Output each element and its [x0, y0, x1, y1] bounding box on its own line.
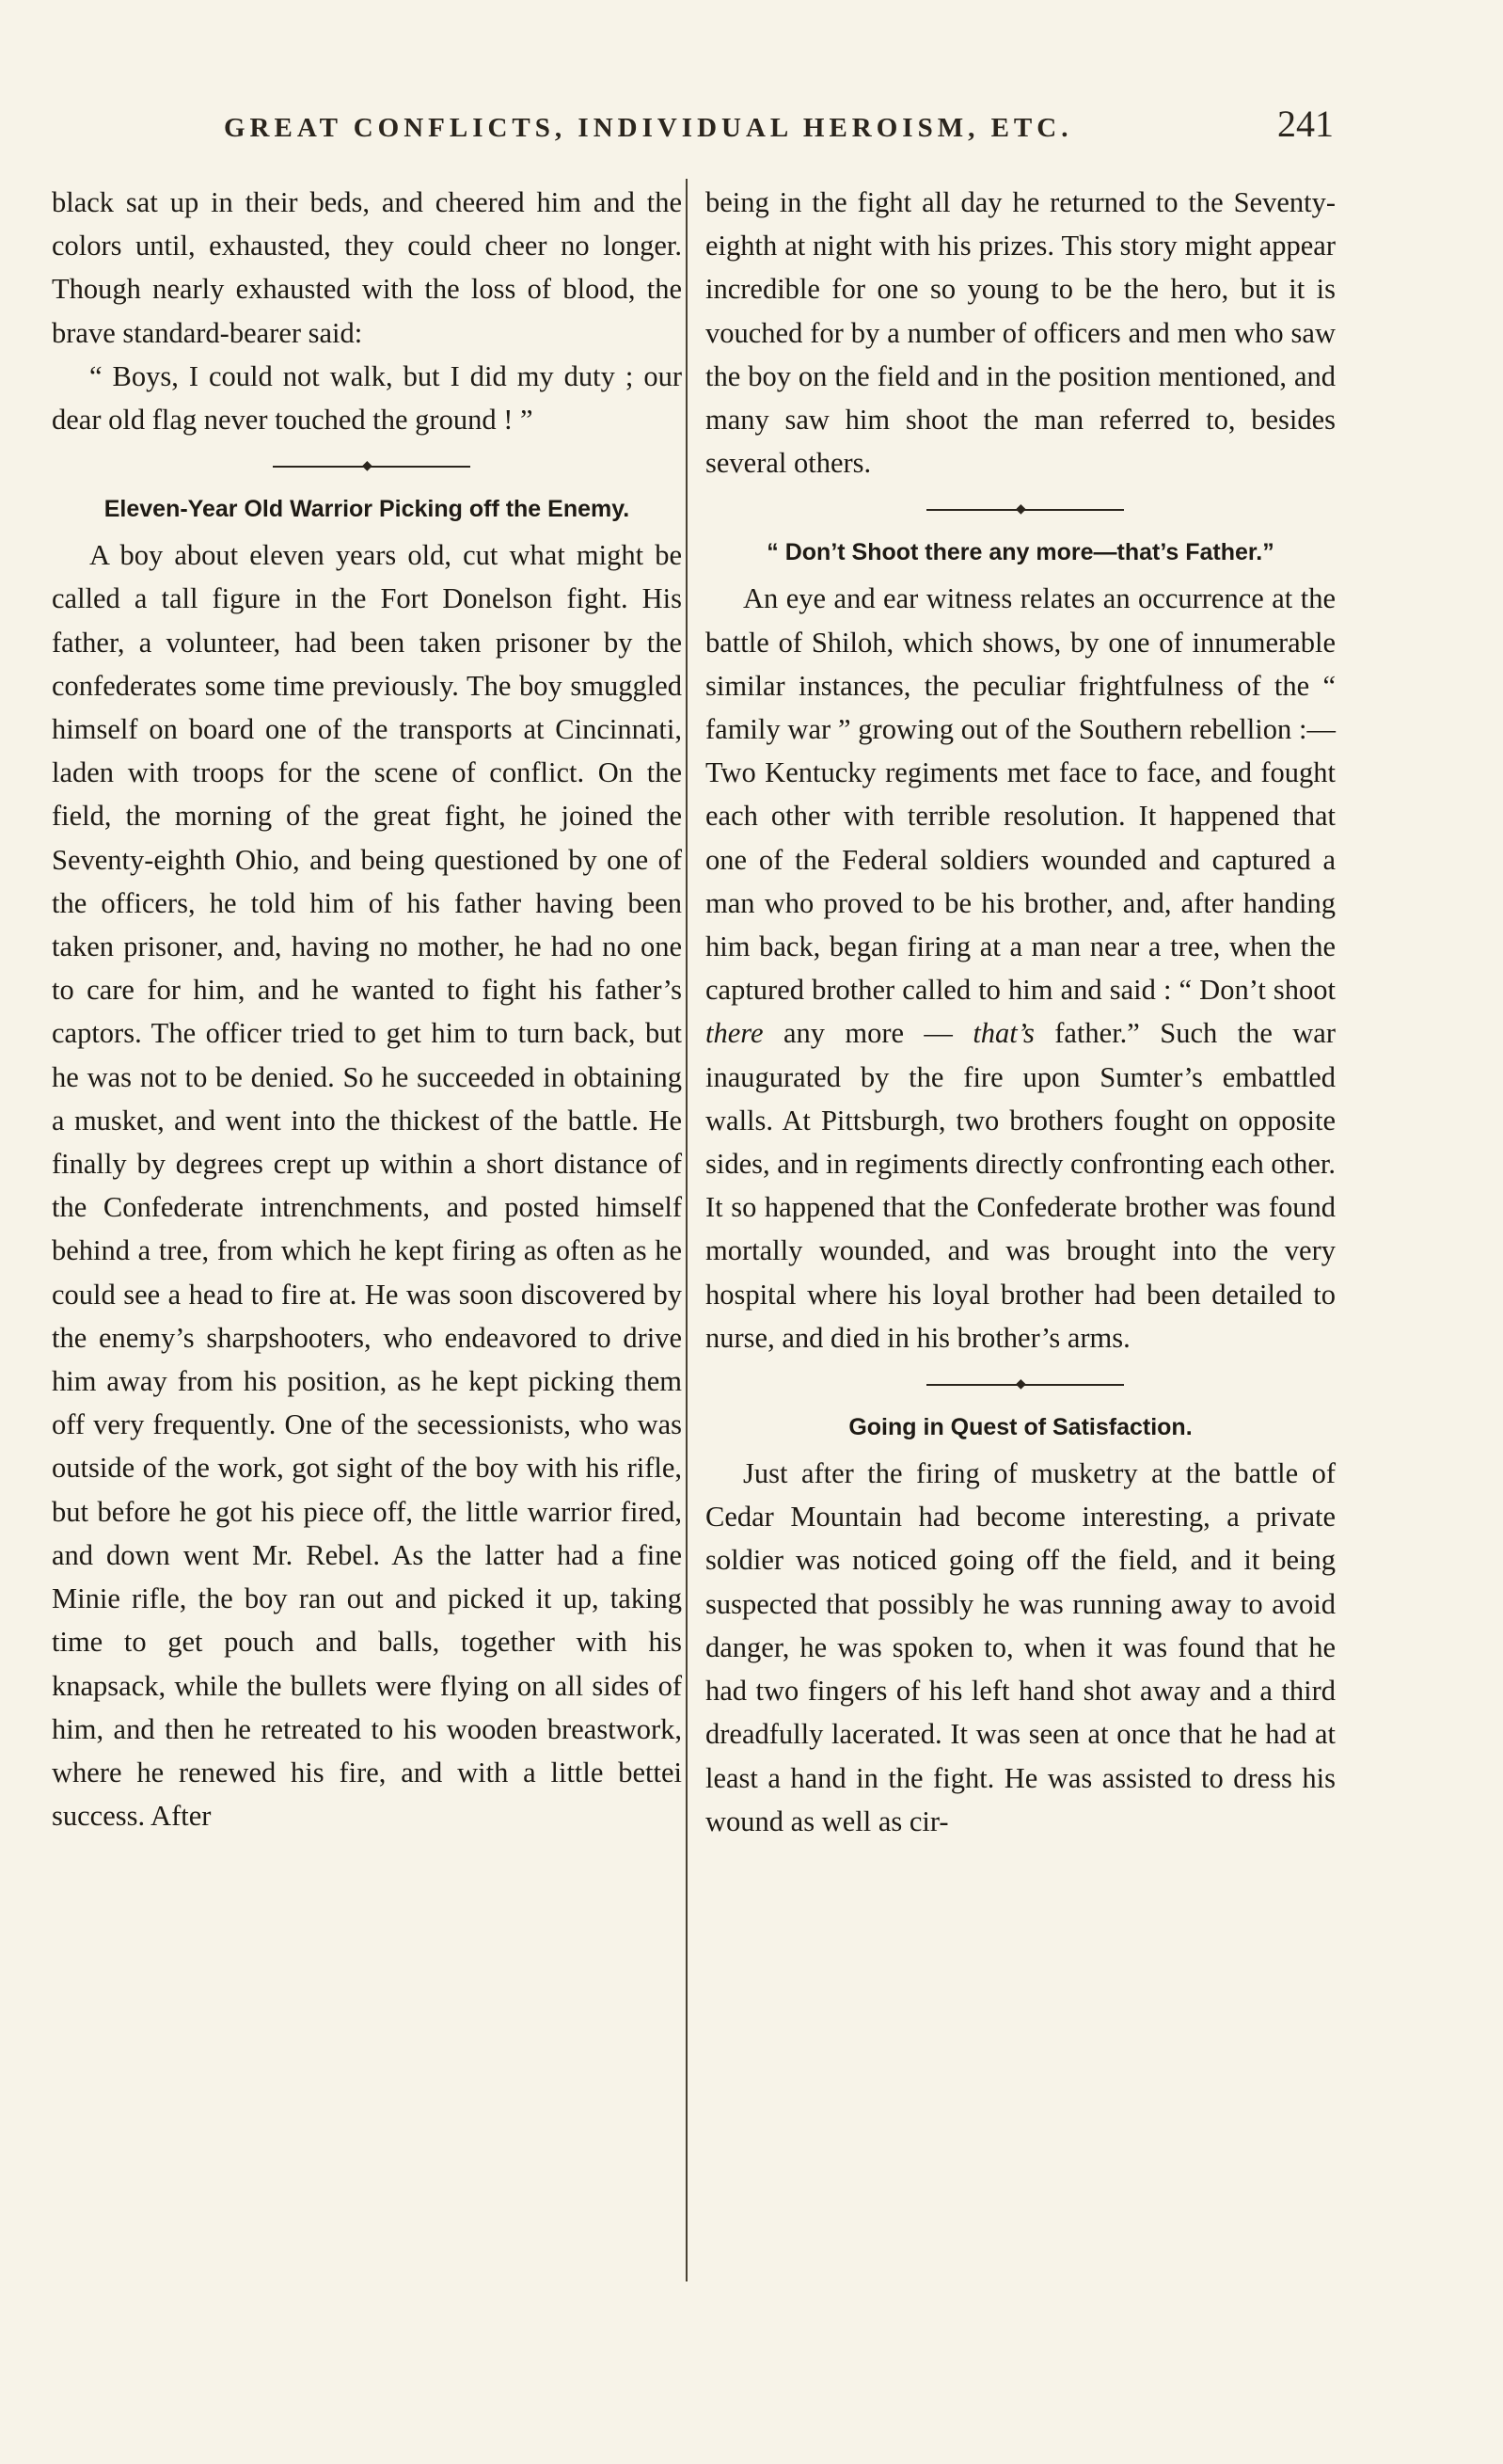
emphasis-text: that’s — [973, 1017, 1035, 1050]
text-run: father.” Such the war inaugurated by the fire upon Sumter’s embattled walls. At Pittsburgh, two brothers fought on opposite sides, and in regiments directly confronting each other. It so happened that the Confederate brother was found mortally wounded, and was brought into the very hospital where his loyal brother had been detailed to nurse, and died in his brother’s arms. — [705, 1017, 1336, 1354]
section-heading: Eleven-Year Old Warrior Picking off the Enemy. — [103, 496, 630, 523]
page-number: 241 — [1277, 103, 1334, 145]
text-run: any more — — [783, 1017, 953, 1050]
running-title: GREAT CONFLICTS, INDIVIDUAL HEROISM, ETC. — [224, 113, 1073, 143]
column-rule — [686, 179, 688, 2281]
section-divider: ◆ — [705, 1373, 1336, 1397]
text-run: An eye and ear witness relates an occurrence at the battle of Shiloh, which shows, by one of innumerable similar instances, the peculiar frightfulness of the “ family war ” growing out of the Southern rebellion :—Two Kentucky regiments met face to face, and fought each other with terrible resolution. It happened that one of the Federal soldiers wounded and captured a man who proved to be his brother, and, after handing him back, began firing at a man near a tree, when the captured brother called to him and said : “ Don’t shoot — [705, 582, 1336, 1007]
paragraph: being in the fight all day he returned to the Seventy-eighth at night with his prizes. This story might appear incredible for one so young to be the hero, but it is vouched for by a number of officers and men who saw the boy on the field and in the position mentioned, and many saw him shoot the man referred to, besides several others. — [705, 186, 1336, 480]
section-divider: ◆ — [52, 454, 682, 479]
paragraph — [705, 577, 1336, 1359]
paragraph: Just after the firing of musketry at the battle of Cedar Mountain had become interesting, a private soldier was noticed going off the field, and it being suspected that possibly he was running away to avoid danger, he was spoken to, when it was found that he had two fingers of his left hand shot away and a third dreadfully lacerated. It was seen at once that he had at least a hand in the fight. He was assisted to dress his wound as well as cir- — [705, 1457, 1336, 1837]
right-column — [705, 181, 1336, 1843]
paragraph: “ Boys, I could not walk, but I did my duty ; our dear old flag never touched the ground ! ” — [52, 359, 682, 437]
emphasis-text: there — [705, 1017, 764, 1050]
paragraph: A boy about eleven years old, cut what might be called a tall figure in the Fort Donelson fight. His father, a volunteer, had been taken prisoner by the confederates some time previously. The boy smuggled himself on board one of the transports at Cincinnati, laden with troops for the scene of conflict. On the field, the morning of the great fight, he joined the Seventy-eighth Ohio, and being questioned by one of the officers, he told him of his father having been taken prisoner, and, having no mother, he had no one to care for him, and he wanted to fight his father’s captors. The officer tried to get him to turn back, but he was not to be denied. So he succeeded in obtaining a musket, and went into the thickest of the battle. He finally by degrees crept up within a short distance of the Confederate intrenchments, and posted himself behind a tree, from which he kept firing as often as he could see a head to fire at. He was soon discovered by the enemy’s sharpshooters, who endeavored to drive him away from his position, as he kept picking them off very frequently. One of the secessionists, who was outside of the work, got sight of the boy with his rifle, but before he got his piece off, the little warrior fired, and down went Mr. Rebel. As the latter had a fine Minie rifle, the boy ran out and picked it up, taking time to get pouch and balls, together with his knapsack, while the bullets were flying on all sides of him, and then he retreated to his wooden breastwork, where he renewed his fire, and with a little bettei success. After — [52, 539, 682, 1833]
section-divider: ◆ — [705, 498, 1336, 522]
left-column — [52, 181, 682, 1837]
paragraph: black sat up in their beds, and cheered him and the colors until, exhausted, they could cheer no longer. Though nearly exhausted with the loss of blood, the brave standard-bearer said: — [52, 186, 682, 349]
running-header — [224, 102, 1334, 143]
section-heading: Going in Quest of Satisfaction. — [848, 1414, 1193, 1441]
section-heading: “ Don’t Shoot there any more—that’s Father.” — [767, 539, 1274, 566]
